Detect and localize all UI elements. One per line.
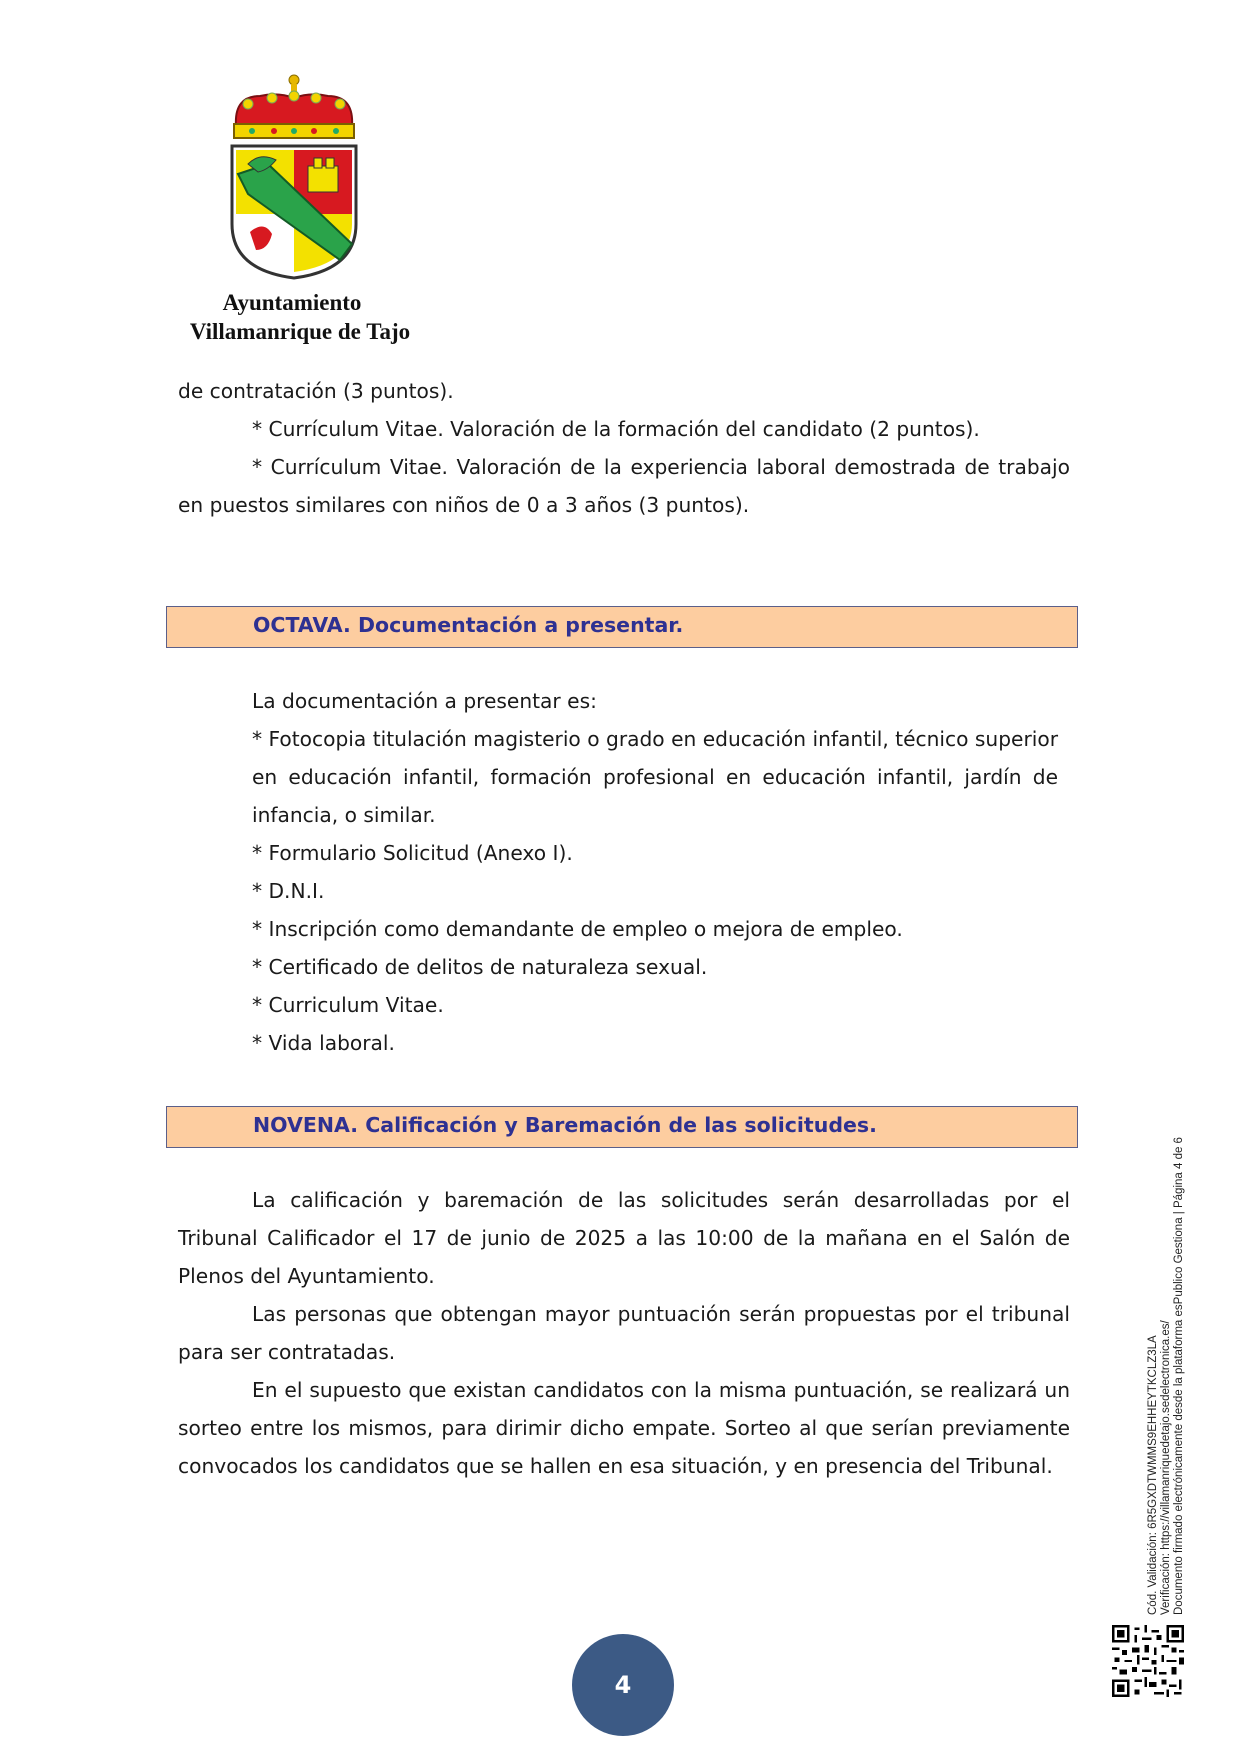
validation-line: Verificación: https://villamanriquedetajo.sedelectronica.es/ bbox=[1160, 1320, 1172, 1615]
section-header-novena bbox=[166, 1106, 1078, 1148]
section-title: NOVENA. Calificación y Baremación de las solicitudes. bbox=[253, 1113, 877, 1137]
list-item: * Inscripción como demandante de empleo o mejora de empleo. bbox=[252, 917, 903, 941]
qr-code-icon bbox=[1112, 1625, 1184, 1697]
intro-line: de contratación (3 puntos). bbox=[178, 379, 454, 403]
list-item: * Fotocopia titulación magisterio o grado en educación infantil, técnico superior en educación infantil, formación profesional en educación infantil, jardín de infancia, o similar. bbox=[252, 727, 1058, 827]
list-item: * D.N.I. bbox=[252, 879, 325, 903]
org-name-line2: Villamanrique de Tajo bbox=[189, 319, 411, 344]
list-item: * Vida laboral. bbox=[252, 1031, 395, 1055]
validation-line: Cód. Validación: 6R5GXDTWMMS9EHHEYTKCLZ3LA bbox=[1147, 1335, 1159, 1615]
section-title: OCTAVA. Documentación a presentar. bbox=[253, 613, 684, 637]
paragraph: La calificación y baremación de las solicitudes serán desarrolladas por el Tribunal Calificador el 17 de junio de 2025 a las 10:00 de la mañana en el Salón de Plenos del Ayuntamiento. bbox=[178, 1188, 1070, 1288]
octava-content bbox=[178, 682, 1058, 1062]
coat-of-arms-icon bbox=[228, 74, 360, 284]
list-item: * Certificado de delitos de naturaleza sexual. bbox=[252, 955, 708, 979]
intro-bullet: * Currículum Vitae. Valoración de la experiencia laboral demostrada de trabajo en puestos similares con niños de 0 a 3 años (3 puntos). bbox=[178, 455, 1070, 517]
novena-content bbox=[178, 1181, 1070, 1485]
paragraph: En el supuesto que existan candidatos con la misma puntuación, se realizará un sorteo entre los mismos, para dirimir dicho empate. Sorteo al que serían previamente convocados los candidatos que se hallen en esa situación, y en presencia del Tribunal. bbox=[178, 1378, 1070, 1478]
list-item: * Curriculum Vitae. bbox=[252, 993, 444, 1017]
org-name-line1: Ayuntamiento bbox=[222, 290, 362, 315]
validation-text bbox=[1147, 1055, 1186, 1615]
list-item: * Formulario Solicitud (Anexo I). bbox=[252, 841, 573, 865]
intro-bullet: * Currículum Vitae. Valoración de la formación del candidato (2 puntos). bbox=[252, 417, 980, 441]
page-number-badge: 4 bbox=[572, 1634, 674, 1736]
paragraph: Las personas que obtengan mayor puntuación serán propuestas por el tribunal para ser contratadas. bbox=[178, 1302, 1070, 1364]
octava-lead: La documentación a presentar es: bbox=[252, 689, 597, 713]
section-header-octava bbox=[166, 606, 1078, 648]
intro-block bbox=[178, 372, 1070, 524]
validation-line: Documento firmado electrónicamente desde la plataforma esPublico Gestiona | Página 4 de 6 bbox=[1173, 1137, 1185, 1615]
